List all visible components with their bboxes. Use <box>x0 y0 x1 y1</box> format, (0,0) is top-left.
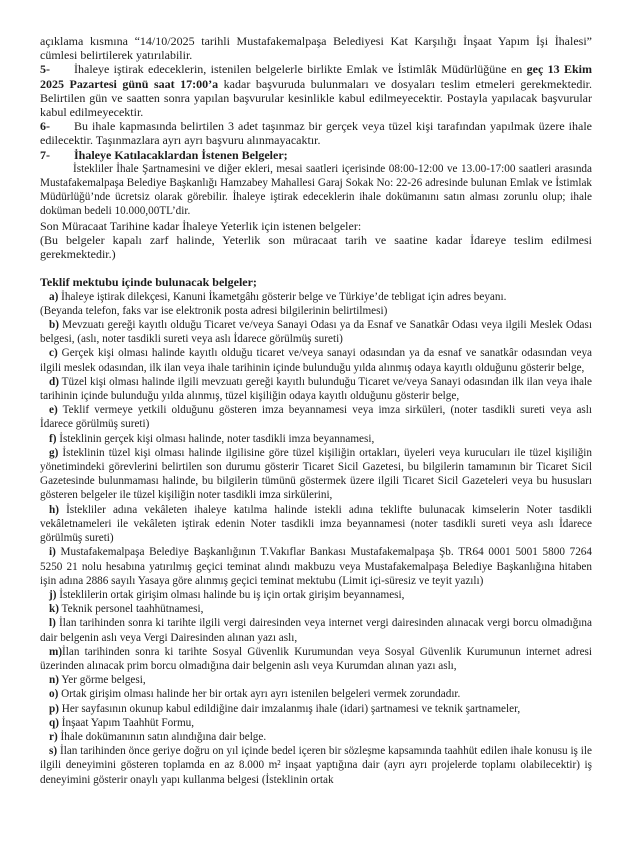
doc-item-i <box>40 545 592 588</box>
text-run: kadar başvuruda bulunmaları ve dosyaları teslim etmeleri gerekmektedir. Belirtilen gün ve saatten sonra yapılan başvurular kesinlikle kabul edilmeyecektir. Postayla yapılacak başvurular kabul edilmeyecektir. <box>40 76 592 120</box>
text-run: İnşaat Yapım Taahhüt Formu, <box>58 716 195 729</box>
doc-item-r <box>40 730 592 744</box>
text-run: Gerçek kişi olması halinde kayıtlı olduğu ticaret ve/veya sanayi odasından ya da esnaf ve sanatkâr odasından veya ilgili meslek odasından, ilk ilan veya ihale tarihinin içinde bulunduğu yılda alınmış odaya kayıtlı olduğunu gösterir belge, <box>40 347 592 374</box>
text-run: (Beyanda telefon, faks var ise elektronik posta adresi bilgilerinin belirtilmesi) <box>40 304 388 317</box>
doc-item-q <box>40 716 592 730</box>
text-run: geç 13 Ekim 2025 Pazartesi günü saat 17:00’a <box>40 62 592 91</box>
intro-paragraph <box>40 34 592 62</box>
item-7-body <box>40 162 592 219</box>
text-run: İhale dokümanının satın alındığına dair belge. <box>57 730 267 743</box>
text-run: Son Müracaat Tarihine kadar İhaleye Yeterlik için istenen belgeler: <box>40 218 362 233</box>
item-letter: g) <box>49 446 59 459</box>
item-letter: k) <box>49 603 59 616</box>
doc-item-a-note <box>40 304 592 318</box>
item-number: 7- <box>40 147 50 162</box>
doc-item-j <box>40 588 592 602</box>
item-letter: i) <box>49 546 56 559</box>
item-letter: b) <box>49 319 59 332</box>
doc-item-o <box>40 687 592 701</box>
doc-item-k <box>40 602 592 616</box>
item-letter: j) <box>49 588 57 601</box>
item-letter: l) <box>49 617 56 630</box>
tender-letter-heading <box>40 275 592 289</box>
doc-item-d <box>40 375 592 403</box>
item-5 <box>40 62 592 119</box>
text-run: İsteklinin gerçek kişi olması halinde, noter tasdikli imza beyannamesi, <box>56 432 375 445</box>
doc-item-s <box>40 744 592 787</box>
item-letter: e) <box>49 404 58 417</box>
text-run: Tüzel kişi olması halinde ilgili mevzuatı gereği kayıtlı bulunduğu Ticaret ve/veya Sanayi odasından ilk ilan veya ihale tarihinin içinde bulunduğu yılda alınmış, tüzel kişiliğin odaya kayıtlı olduğunu gösterir belge, <box>40 375 592 403</box>
text-run: Her sayfasının okunup kabul edildiğine dair imzalanmış ihale (idari) şartnamesi ve teknik şartnameler, <box>58 702 521 715</box>
item-letter: h) <box>49 503 59 516</box>
item-letter: s) <box>49 745 58 758</box>
text-run: İlan tarihinden sonra ki tarihte Sosyal Güvenlik Kurumundan veya Sosyal Güvenlik Kurumunun internet adresi üzerinden alınacak prim borcu olmadığına dair belgenin aslı veya Kurumdan alınan yazı aslı, <box>40 645 592 672</box>
doc-item-c <box>40 346 592 374</box>
item-letter: r) <box>49 730 58 743</box>
text-run: İsteklinin tüzel kişi olması halinde ilgilisine göre tüzel kişiliğin ortakları, üyeleri veya kurucuları ile tüzel kişiliğin yönetimindeki görevlerini belirtilen son durumu gösterir Ticaret Sicil Gazetesi, bu bilgilerin tamamının bir Ticaret Sicil Gazetesinde bulunmaması halinde, bu bilgilerin tümünü göstermek üzere ilgili Ticaret Sicil Gazeteleri veya bu hususları gösteren belgeler ile tüzel kişiliğin noter tasdikli imza sirkülerini, <box>40 446 592 502</box>
text-run: Mevzuatı gereği kayıtlı olduğu Ticaret ve/veya Sanayi Odası ya da Esnaf ve Sanatkâr Odası veya ilgili Meslek Odası belgesi, (aslı, noter tasdikli sureti veya aslı İdarece görülmüş sureti) <box>40 319 592 346</box>
text-run: açıklama kısmına “14/10/2025 tarihli Mustafakemalpaşa Belediyesi Kat Karşılığı İnşaat Yapım İşi İhalesi” cümlesi belirtilerek yatırılabilir. <box>40 34 592 63</box>
text-run: İhaleye Katılacaklardan İstenen Belgeler; <box>74 147 288 162</box>
doc-item-b <box>40 318 592 346</box>
text-run: Teklif mektubu içinde bulunacak belgeler; <box>40 275 257 290</box>
spacer <box>40 261 592 275</box>
item-letter: m) <box>49 645 63 658</box>
text-run: İstekliler İhale Şartnamesini ve diğer ekleri, mesai saatleri içerisinde 08:00-12:00 ve 13.00-17:00 saatleri arasında Mustafakemalpaşa Belediye Başkanlığı Hamzabey Mahallesi Garaj Sokak No: 22-26 adresinde bulunan Emlak ve İstimlak Müdürlüğü’nde ücretsiz olarak görebilir. İhaleye iştirak edeceklerin ihale dokümanını satın alması zorunlu olup; ihale doküman bedeli 10.000,00TL’dir. <box>40 162 592 218</box>
item-number: 6- <box>40 119 50 134</box>
item-letter: o) <box>49 688 59 701</box>
doc-item-g <box>40 446 592 503</box>
document-page <box>40 34 592 787</box>
text-run: İhaleye iştirak dilekçesi, Kanuni İkametgâhı gösterir belge ve Türkiye’de tebligat için adres beyanı. <box>58 290 507 303</box>
item-letter: c) <box>49 347 58 360</box>
text-run: İlan tarihinden sonra ki tarihte ilgili vergi dairesinden veya internet vergi dairesinden alınacak vergi borcu olmadığına dair belgenin aslı veya Vergi Dairesinden alınan yazı aslı, <box>40 617 592 644</box>
doc-item-e <box>40 403 592 431</box>
doc-item-l <box>40 616 592 644</box>
item-letter: q) <box>49 716 59 729</box>
item-letter: p) <box>49 702 59 715</box>
text-run: (Bu belgeler kapalı zarf halinde, Yeterlik son müracaat tarih ve saatine kadar İdareye teslim edilmesi gerekmektedir.) <box>40 232 592 262</box>
sealed-envelope-note <box>40 233 592 261</box>
item-letter: d) <box>49 375 59 388</box>
doc-item-p <box>40 702 592 716</box>
item-letter: a) <box>49 290 59 303</box>
last-application-line <box>40 219 592 233</box>
doc-item-m <box>40 645 592 673</box>
doc-item-f <box>40 432 592 446</box>
text-run: İsteklilerin ortak girişim olması halinde bu iş için ortak girişim beyannamesi, <box>56 588 405 601</box>
item-7-heading <box>40 148 592 162</box>
text-run: İhaleye iştirak edeceklerin, istenilen belgelerle birlikte Emlak ve İstimlâk Müdürlüğüne en <box>74 62 527 77</box>
text-run: Teklif vermeye yetkili olduğunu gösteren imza beyannamesi veya imza sirküleri, (noter tasdikli sureti veya aslı İdarece görülmüş sureti) <box>40 404 592 431</box>
text-run: Ortak girişim olması halinde her bir ortak ayrı ayrı istenilen belgeleri vermek zorundadır. <box>58 688 461 701</box>
text-run: Mustafakemalpaşa Belediye Başkanlığının T.Vakıflar Bankası Mustafakemalpaşa Şb. TR64 0001 5001 5800 7264 5250 21 nolu hesabına yatırılmış geçici teminat alındı makbuzu veya Mustafakemalpaşa Belediye Başkanlığına hitaben işin adına 2886 sayılı Yasaya göre alınmış geçici teminat mektubu (Limit içi-süresiz ve teyit yazılı) <box>40 546 592 587</box>
text-run: Teknik personel taahhütnamesi, <box>58 603 204 616</box>
text-run: Bu ihale kapmasında belirtilen 3 adet taşınmaz bir gerçek veya tüzel kişi tarafından yapılmak üzere ihale edilecektir. Taşınmazlara ayrı ayrı başvuru alınmayacaktır. <box>40 119 592 148</box>
text-run: Yer görme belgesi, <box>58 674 146 687</box>
text-run: İlan tarihinden önce geriye doğru on yıl içinde bedel içeren bir sözleşme kapsamında taahhüt edilen ihale konusu iş ile ilgili deneyimini gösteren toplamda en az 8.000 m² inşaat yaptığına dair (ayrı ayrı projelerde toplamı olabilecektir) iş deneyimini gösterir onaylı yapı kullanma belgesi (İsteklinin ortak <box>40 745 592 786</box>
doc-item-h <box>40 503 592 546</box>
item-6 <box>40 119 592 147</box>
item-letter: f) <box>49 432 57 445</box>
item-letter: n) <box>49 674 59 687</box>
doc-item-a <box>40 290 592 304</box>
text-run: İstekliler adına vekâleten ihaleye katılma halinde istekli adına teklifte bulunacak kimselerin Noter tasdikli vekâletnameleri ile vekâleten iştirak edenin Noter tasdikli imza beyannamesi (noter tasdikli sureti veya aslı İdarece görülmüş sureti) <box>40 503 592 545</box>
item-number: 5- <box>40 62 50 77</box>
doc-item-n <box>40 673 592 687</box>
